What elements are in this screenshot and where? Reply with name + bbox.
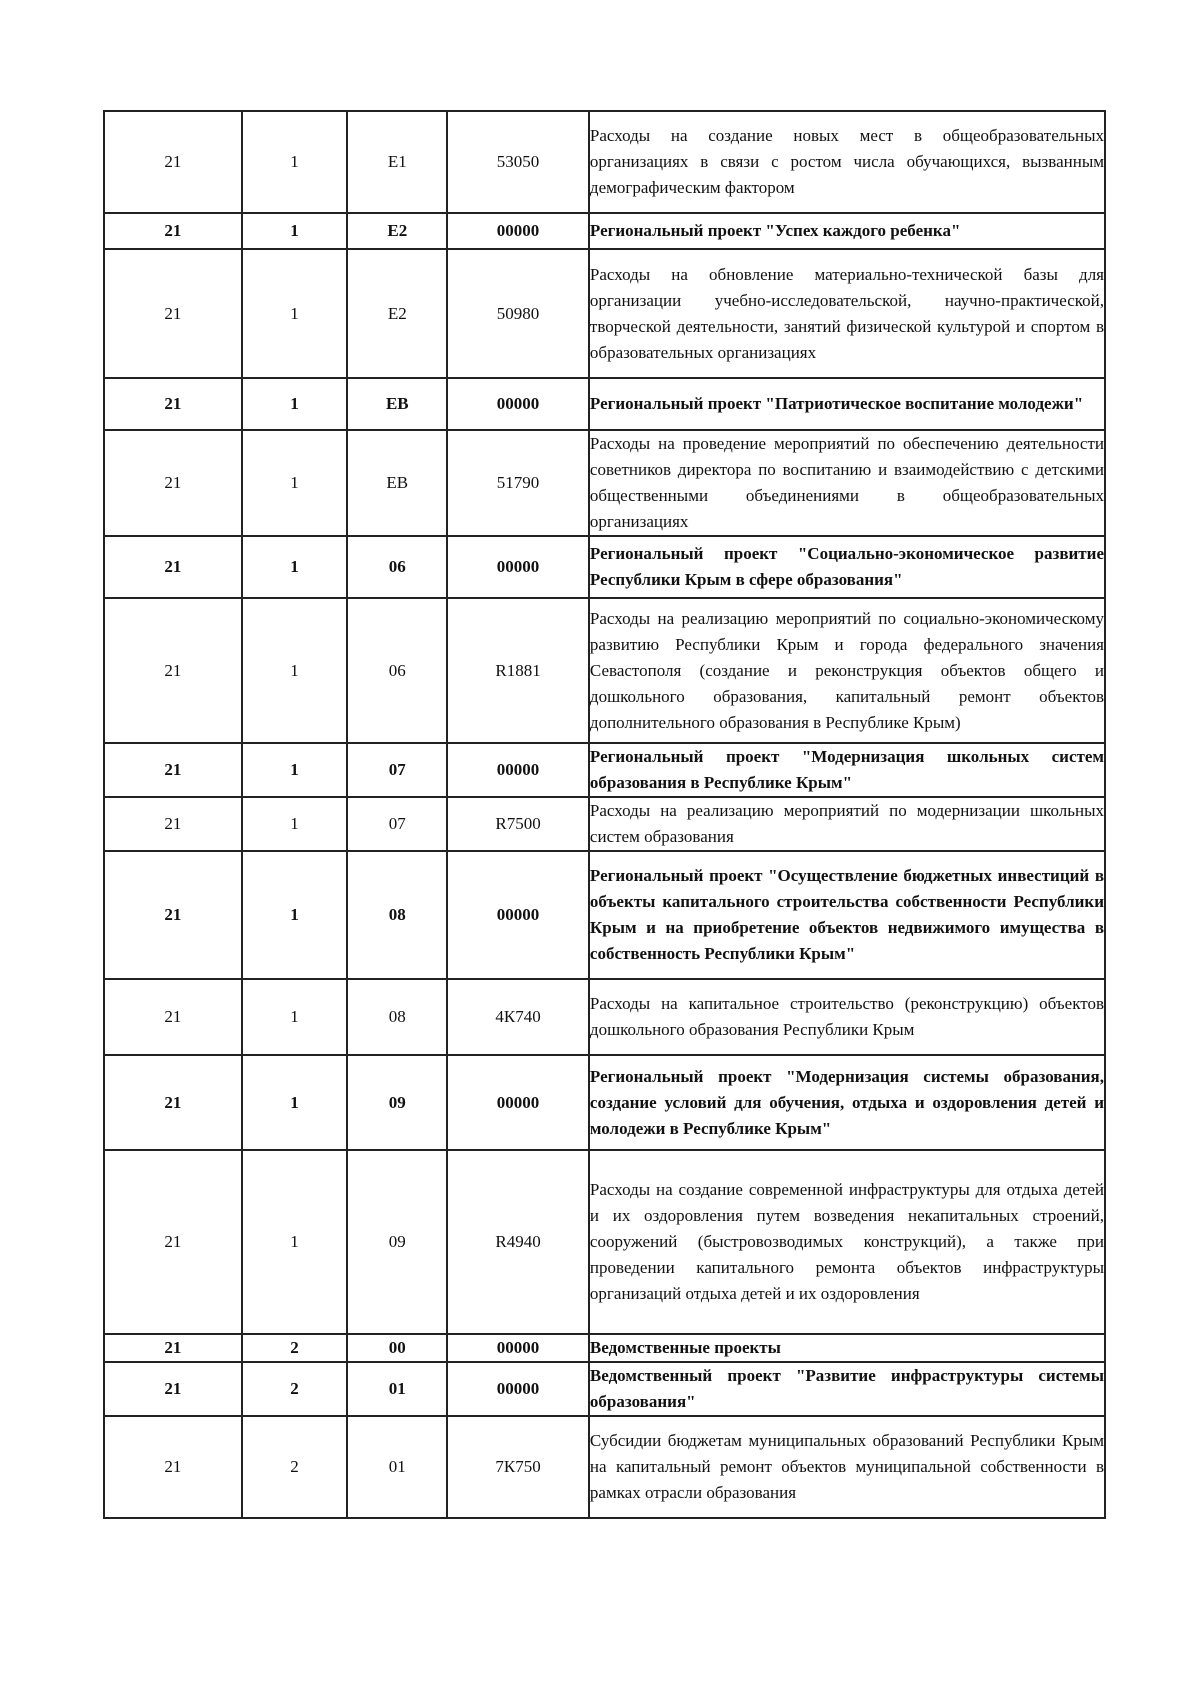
project-code-cell: 09	[347, 1055, 447, 1150]
table-body	[104, 111, 1105, 1518]
program-code-cell: 21	[104, 743, 242, 797]
direction-code-cell: 00000	[447, 378, 589, 430]
description-cell: Региональный проект "Успех каждого ребенка"	[589, 213, 1105, 249]
description-cell: Расходы на реализацию мероприятий по модернизации школьных систем образования	[589, 797, 1105, 851]
description-cell: Расходы на капитальное строительство (реконструкцию) объектов дошкольного образования Республики Крым	[589, 979, 1105, 1055]
program-code-cell: 21	[104, 111, 242, 213]
program-code-cell: 21	[104, 213, 242, 249]
description-cell: Ведомственный проект "Развитие инфраструктуры системы образования"	[589, 1362, 1105, 1416]
subprogram-code-cell: 1	[242, 1150, 348, 1334]
subprogram-code-cell: 2	[242, 1334, 348, 1362]
description-cell: Региональный проект "Социально-экономическое развитие Республики Крым в сфере образования"	[589, 536, 1105, 598]
direction-code-cell: 00000	[447, 851, 589, 979]
subprogram-code-cell: 1	[242, 979, 348, 1055]
subprogram-code-cell: 1	[242, 797, 348, 851]
subprogram-code-cell: 1	[242, 213, 348, 249]
direction-code-cell: 00000	[447, 1334, 589, 1362]
section-row	[104, 536, 1105, 598]
project-code-cell: 01	[347, 1416, 447, 1518]
subprogram-code-cell: 1	[242, 249, 348, 378]
direction-code-cell: 00000	[447, 1055, 589, 1150]
project-code-cell: 07	[347, 797, 447, 851]
description-cell: Расходы на обновление материально-технической базы для организации учебно-исследовательской, научно-практической, творческой деятельности, занятий физической культурой и спортом в образовательных организациях	[589, 249, 1105, 378]
subprogram-code-cell: 1	[242, 851, 348, 979]
program-code-cell: 21	[104, 797, 242, 851]
description-cell: Региональный проект "Осуществление бюджетных инвестиций в объекты капитального строительства собственности Республики Крым и на приобретение объектов недвижимого имущества в собственность Республики Крым"	[589, 851, 1105, 979]
program-code-cell: 21	[104, 1362, 242, 1416]
project-code-cell: 07	[347, 743, 447, 797]
table-row	[104, 430, 1105, 536]
section-row	[104, 213, 1105, 249]
program-code-cell: 21	[104, 1150, 242, 1334]
table-row	[104, 598, 1105, 743]
description-cell: Субсидии бюджетам муниципальных образований Республики Крым на капитальный ремонт объектов муниципальной собственности в рамках отрасли образования	[589, 1416, 1105, 1518]
program-code-cell: 21	[104, 249, 242, 378]
subprogram-code-cell: 1	[242, 1055, 348, 1150]
description-cell: Расходы на реализацию мероприятий по социально-экономическому развитию Республики Крым и города федерального значения Севастополя (создание и реконструкция объектов общего и дошкольного образования, капитальный ремонт объектов дополнительного образования в Республике Крым)	[589, 598, 1105, 743]
description-cell: Расходы на проведение мероприятий по обеспечению деятельности советников директора по воспитанию и взаимодействию с детскими общественными объединениями в общеобразовательных организациях	[589, 430, 1105, 536]
direction-code-cell: 00000	[447, 536, 589, 598]
program-code-cell: 21	[104, 378, 242, 430]
direction-code-cell: 53050	[447, 111, 589, 213]
direction-code-cell: R1881	[447, 598, 589, 743]
project-code-cell: 00	[347, 1334, 447, 1362]
section-row	[104, 743, 1105, 797]
section-row	[104, 378, 1105, 430]
program-code-cell: 21	[104, 1334, 242, 1362]
table-row	[104, 797, 1105, 851]
direction-code-cell: R7500	[447, 797, 589, 851]
section-row	[104, 1334, 1105, 1362]
description-cell: Региональный проект "Модернизация системы образования, создание условий для обучения, отдыха и оздоровления детей и молодежи в Республике Крым"	[589, 1055, 1105, 1150]
section-row	[104, 1362, 1105, 1416]
project-code-cell: E2	[347, 213, 447, 249]
section-row	[104, 1055, 1105, 1150]
direction-code-cell: R4940	[447, 1150, 589, 1334]
project-code-cell: 08	[347, 979, 447, 1055]
description-cell: Региональный проект "Патриотическое воспитание молодежи"	[589, 378, 1105, 430]
direction-code-cell: 51790	[447, 430, 589, 536]
description-cell: Региональный проект "Модернизация школьных систем образования в Республике Крым"	[589, 743, 1105, 797]
subprogram-code-cell: 2	[242, 1416, 348, 1518]
direction-code-cell: 00000	[447, 743, 589, 797]
subprogram-code-cell: 1	[242, 378, 348, 430]
project-code-cell: EB	[347, 430, 447, 536]
program-code-cell: 21	[104, 598, 242, 743]
direction-code-cell: 7К750	[447, 1416, 589, 1518]
table-row	[104, 1150, 1105, 1334]
project-code-cell: E2	[347, 249, 447, 378]
subprogram-code-cell: 2	[242, 1362, 348, 1416]
table-row	[104, 979, 1105, 1055]
subprogram-code-cell: 1	[242, 598, 348, 743]
project-code-cell: 06	[347, 536, 447, 598]
subprogram-code-cell: 1	[242, 111, 348, 213]
project-code-cell: 09	[347, 1150, 447, 1334]
budget-classification-table	[103, 110, 1106, 1519]
program-code-cell: 21	[104, 979, 242, 1055]
table-row	[104, 111, 1105, 213]
subprogram-code-cell: 1	[242, 430, 348, 536]
program-code-cell: 21	[104, 1055, 242, 1150]
project-code-cell: 06	[347, 598, 447, 743]
direction-code-cell: 4К740	[447, 979, 589, 1055]
project-code-cell: 01	[347, 1362, 447, 1416]
program-code-cell: 21	[104, 1416, 242, 1518]
subprogram-code-cell: 1	[242, 536, 348, 598]
program-code-cell: 21	[104, 430, 242, 536]
direction-code-cell: 00000	[447, 213, 589, 249]
project-code-cell: EB	[347, 378, 447, 430]
section-row	[104, 851, 1105, 979]
table-row	[104, 249, 1105, 378]
subprogram-code-cell: 1	[242, 743, 348, 797]
program-code-cell: 21	[104, 536, 242, 598]
description-cell: Ведомственные проекты	[589, 1334, 1105, 1362]
project-code-cell: 08	[347, 851, 447, 979]
table-row	[104, 1416, 1105, 1518]
description-cell: Расходы на создание новых мест в общеобразовательных организациях в связи с ростом числа обучающихся, вызванным демографическим фактором	[589, 111, 1105, 213]
direction-code-cell: 50980	[447, 249, 589, 378]
project-code-cell: E1	[347, 111, 447, 213]
direction-code-cell: 00000	[447, 1362, 589, 1416]
description-cell: Расходы на создание современной инфраструктуры для отдыха детей и их оздоровления путем возведения некапитальных строений, сооружений (быстровозводимых конструкций), а также при проведении капитального ремонта объектов инфраструктуры организаций отдыха детей и их оздоровления	[589, 1150, 1105, 1334]
program-code-cell: 21	[104, 851, 242, 979]
